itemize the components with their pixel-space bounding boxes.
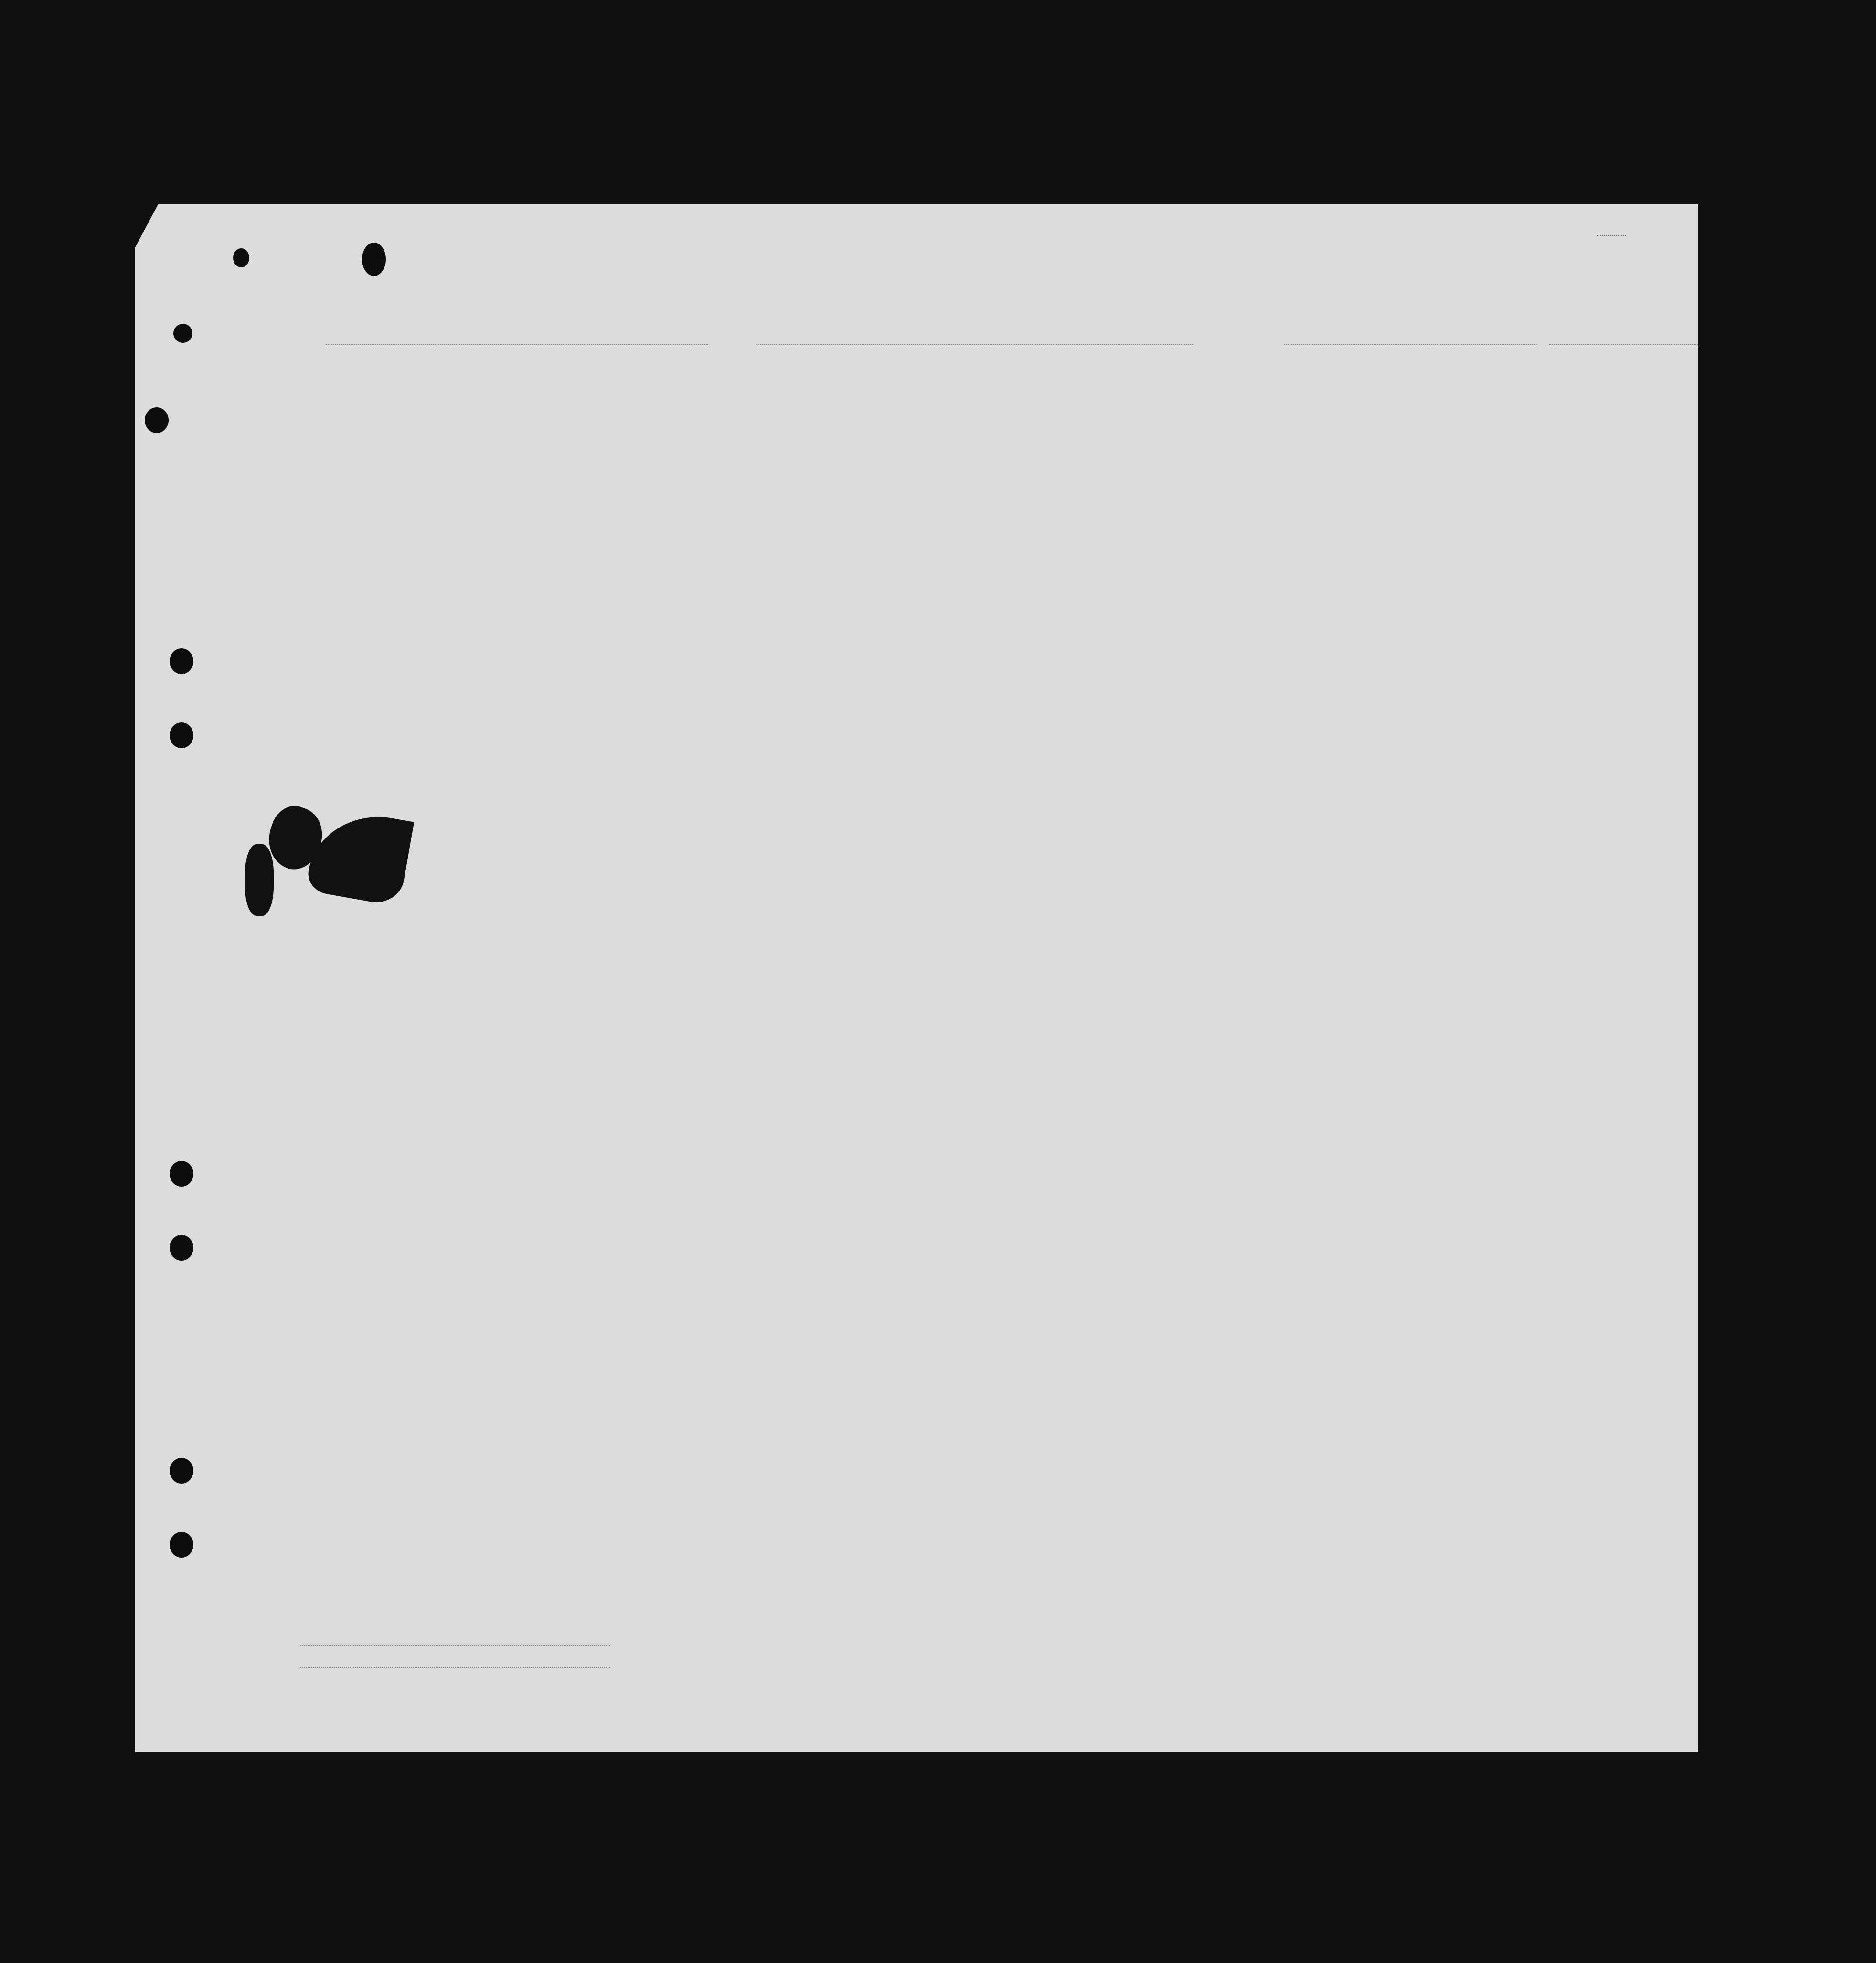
punch-hole bbox=[170, 648, 193, 674]
line-value bbox=[300, 1645, 610, 1646]
punch-hole bbox=[173, 324, 192, 343]
table-grid bbox=[135, 204, 1698, 1752]
punch-hole bbox=[233, 248, 249, 267]
punch-hole bbox=[170, 1161, 193, 1187]
punch-hole bbox=[170, 1235, 193, 1261]
punch-hole bbox=[170, 1458, 193, 1484]
punch-hole bbox=[170, 1532, 193, 1558]
punch-hole bbox=[170, 722, 193, 748]
ink-blot bbox=[245, 844, 274, 916]
punch-hole bbox=[362, 243, 386, 276]
punch-hole bbox=[145, 407, 169, 433]
owners-value bbox=[300, 1667, 610, 1668]
manifest-sheet bbox=[135, 204, 1698, 1752]
